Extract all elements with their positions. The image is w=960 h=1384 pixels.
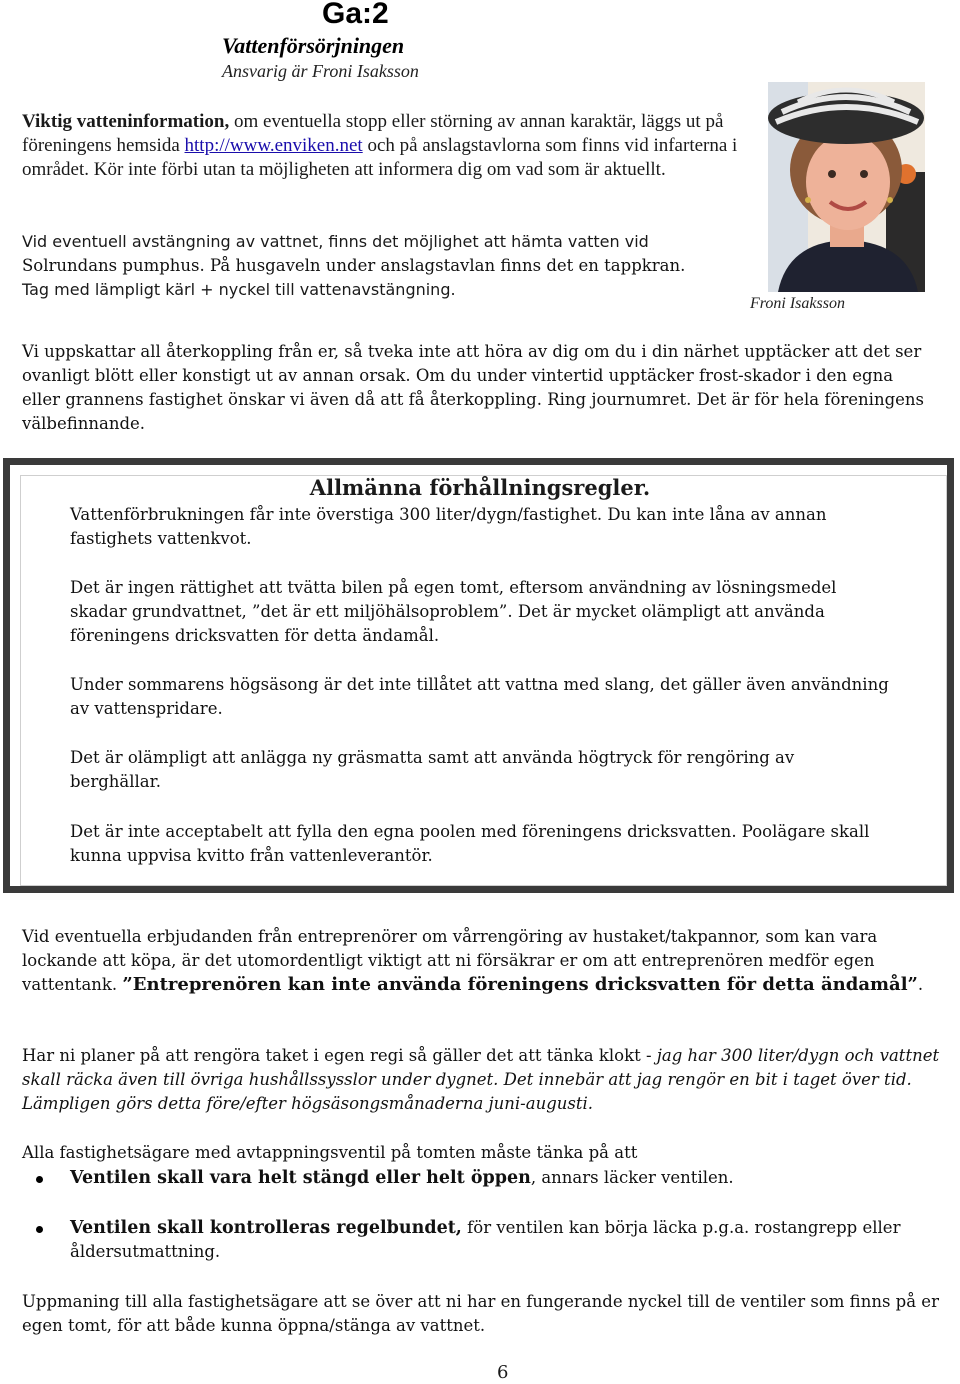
- diy-italic: jag har 300 liter/dygn och vattnet skall räcka även till övriga hushållssysslor under dygnet. Det innebär att jag rengör en bit i taget över tid. Lämpligen görs detta före/efter högsäsongsmånaderna juni-augusti.: [22, 1046, 940, 1113]
- portrait-photo: [768, 82, 925, 292]
- bullet-rest: för ventilen kan börja läcka p.g.a. rostangrepp eller åldersutmattning.: [70, 1218, 901, 1261]
- page-number: 6: [497, 1362, 509, 1383]
- contractors-paragraph: [22, 925, 947, 997]
- contractors-bold: ”Entreprenören kan inte använda föreningens dricksvatten för detta ändamål”: [122, 974, 918, 995]
- section-subtitle: Vattenförsörjningen: [222, 33, 405, 58]
- rule-item: Under sommarens högsäsong är det inte tillåtet att vattna med slang, det gäller även användning av vattenspridare.: [70, 675, 889, 718]
- bullet-bold: Ventilen skall kontrolleras regelbundet,: [70, 1218, 462, 1238]
- bullet-icon: [36, 1226, 43, 1233]
- bullet-bold: Ventilen skall vara helt stängd eller helt öppen: [70, 1168, 531, 1188]
- valves-intro: Alla fastighetsägare med avtappningsventil på tomten måste tänka på att: [22, 1143, 638, 1162]
- intro-bold-lead: Viktig vatteninformation,: [22, 111, 230, 132]
- shutdown-paragraph: [22, 230, 782, 302]
- intro-text-1: om eventuella stopp eller störning av annan karaktär, läggs ut på föreningens hemsida: [22, 111, 724, 156]
- rules-box: [3, 458, 954, 893]
- shutdown-line-1: Vid eventuell avstängning av vattnet, finns det möjlighet att hämta vatten vid: [22, 232, 649, 251]
- diy-text: Har ni planer på att rengöra taket i egen regi så gäller det att tänka klokt -: [22, 1046, 657, 1065]
- bullet-rest: , annars läcker ventilen.: [530, 1168, 734, 1187]
- rule-item: Det är inte acceptabelt att fylla den egna poolen med föreningens dricksvatten. Poolägare skall kunna uppvisa kvitto från vattenleverantör.: [70, 822, 870, 865]
- feedback-paragraph: Vi uppskattar all återkoppling från er, så tveka inte att höra av dig om du i din närhet upptäcker att det ser ovanligt blött eller konstigt ut av annan orsak. Om du under vintertid upptäcker frost-skador i den egna eller grannens fastighet önskar vi även då att få återkoppling. Ring journumret. Det är för hela föreningens välbefinnande.: [22, 342, 925, 433]
- valves-bullet-list: [0, 1166, 960, 1266]
- intro-text-2: och på anslagstavlorna som finns vid infarterna i området. Kör inte förbi utan ta möjligheten att informera dig om vad som är aktuellt.: [22, 135, 738, 180]
- shutdown-line-2: Solrundans pumphus. På husgaveln under anslagstavlan finns det en tappkran.: [22, 256, 686, 275]
- diy-paragraph: [22, 1044, 947, 1116]
- portrait-illustration: [768, 82, 925, 292]
- contractors-end: .: [917, 975, 924, 994]
- rule-item: Det är ingen rättighet att tvätta bilen på egen tomt, eftersom användning av lösningsmedel skadar grundvattnet, ”det är ett miljöhälsoproblem”. Det är mycket olämpligt att använda föreningens dricksvatten för detta ändamål.: [70, 578, 837, 645]
- page-title: Ga:2: [322, 0, 389, 30]
- rule-item: Det är olämpligt att anlägga ny gräsmatta samt att använda högtryck för rengöring av berghällar.: [70, 748, 795, 791]
- bullet-icon: [36, 1176, 43, 1183]
- shutdown-line-3: Tag med lämpligt kärl + nyckel till vattenavstängning.: [22, 280, 456, 299]
- website-link[interactable]: http://www.enviken.net: [184, 135, 363, 156]
- intro-paragraph: [22, 110, 742, 182]
- responsible-person: Ansvarig är Froni Isaksson: [222, 61, 419, 81]
- photo-caption: Froni Isaksson: [750, 295, 845, 312]
- rules-title: Allmänna förhållningsregler.: [309, 475, 651, 500]
- closing-paragraph: Uppmaning till alla fastighetsägare att se över att ni har en fungerande nyckel till de ventiler som finns på er egen tomt, för att både kunna öppna/stänga av vattnet.: [22, 1292, 939, 1335]
- rule-item: Vattenförbrukningen får inte överstiga 300 liter/dygn/fastighet. Du kan inte låna av annan fastighets vattenkvot.: [70, 505, 827, 548]
- contractors-text: Vid eventuella erbjudanden från entreprenörer om vårrengöring av hustaket/takpannor, som kan vara lockande att köpa, är det utomordentligt viktigt att ni försäkrar er om att entreprenören medför egen vattentank.: [22, 927, 878, 994]
